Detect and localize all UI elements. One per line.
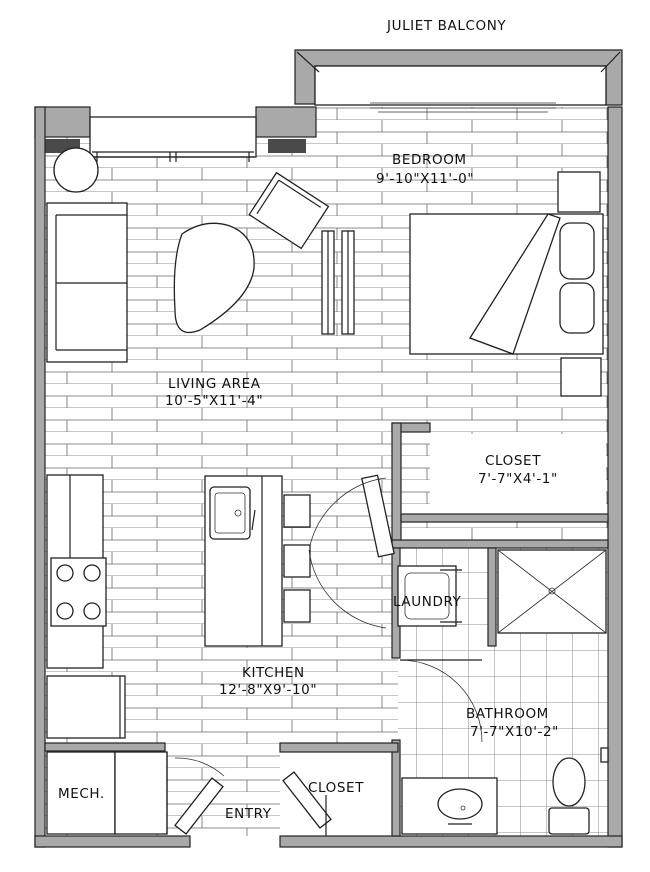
bedroom-label: BEDROOM	[392, 152, 467, 168]
bathroom-label: BATHROOM	[466, 706, 549, 722]
round-side-table	[54, 148, 98, 192]
pillow-top	[560, 223, 594, 279]
juliet-balcony	[295, 50, 622, 112]
bed	[410, 214, 603, 354]
bathroom-dims: 7'-7"X10'-2"	[470, 724, 559, 740]
living-label: LIVING AREA	[168, 376, 261, 392]
window-top	[90, 117, 256, 162]
mech-label: MECH.	[58, 786, 105, 802]
sink	[210, 487, 250, 539]
entry-closet-label: CLOSET	[308, 780, 365, 796]
laundry-label: LAUNDRY	[393, 594, 462, 610]
window-right-dark	[268, 139, 306, 153]
stool-2	[284, 545, 310, 577]
fridge	[47, 676, 125, 738]
kitchen-label: KITCHEN	[242, 665, 305, 681]
nightstand-bottom	[561, 358, 601, 396]
pillow-bottom	[560, 283, 594, 333]
kitchen-dims: 12'-8"X9'-10"	[219, 682, 318, 698]
island	[205, 476, 282, 646]
stool-1	[284, 495, 310, 527]
bedroom-dims: 9'-10"X11'-0"	[376, 171, 475, 187]
entry-label: ENTRY	[225, 806, 272, 822]
closet-label: CLOSET	[485, 453, 542, 469]
balcony-label: JULIET BALCONY	[387, 18, 507, 34]
sofa	[47, 203, 127, 362]
stool-3	[284, 590, 310, 622]
nightstand-top	[558, 172, 600, 212]
living-dims: 10'-5"X11'-4"	[165, 393, 264, 409]
closet-dims: 7'-7"X4'-1"	[478, 471, 558, 487]
